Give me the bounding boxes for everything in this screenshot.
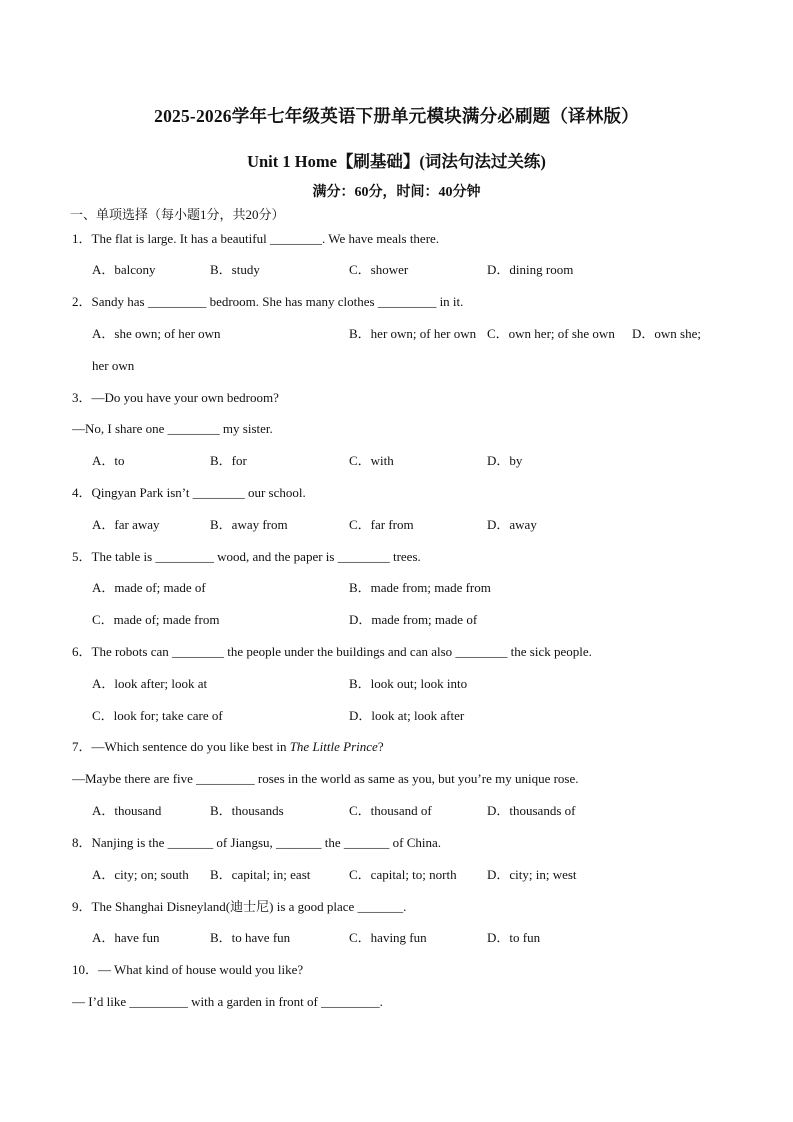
question-3-stem-reply: —No, I share one ________ my sister.: [72, 421, 273, 436]
q4-option-d: D．away: [487, 517, 537, 532]
q6-option-b: B．look out; look into: [349, 676, 468, 691]
q5-option-c: C．made of; made from: [92, 612, 220, 627]
q6-option-c: C．look for; take care of: [92, 708, 223, 723]
unit-subtitle: Unit 1 Home【刷基础】(词法句法过关练): [247, 152, 546, 171]
q8-option-d: D．city; in; west: [487, 867, 577, 882]
q9-option-b: B．to have fun: [210, 930, 291, 945]
q7-stem-post: ?: [377, 739, 384, 754]
q3-option-a: A．to: [92, 453, 125, 468]
question-8-stem: 8．Nanjing is the _______ of Jiangsu, _______ the _______ of China.: [72, 835, 442, 850]
q7-book-title: The Little Prince: [289, 739, 378, 754]
q3-option-b: B．for: [210, 453, 247, 468]
question-9-stem: 9．The Shanghai Disneyland(迪士尼) is a good place _______.: [72, 899, 407, 914]
question-10-stem-reply: — I’d like _________ with a garden in front of _________.: [72, 994, 383, 1009]
worksheet-title: 2025-2026学年七年级英语下册单元模块满分必刷题（译林版）: [154, 106, 639, 126]
q2-option-c: C．own her; of she own: [487, 326, 615, 341]
question-6-stem: 6．The robots can ________ the people under the buildings and can also ________ the sick people.: [72, 644, 592, 659]
question-7-stem: [72, 739, 384, 755]
q5-option-a: A．made of; made of: [92, 580, 206, 595]
q7-option-a: A．thousand: [92, 803, 162, 818]
q6-option-d: D．look at; look after: [349, 708, 465, 723]
q1-option-c: C．shower: [349, 262, 409, 277]
score-time-info: 满分：60分，时间：40分钟: [312, 185, 481, 200]
question-3-stem: 3．—Do you have your own bedroom?: [72, 390, 279, 405]
q7-option-d: D．thousands of: [487, 803, 576, 818]
q1-option-d: D．dining room: [487, 262, 574, 277]
q5-option-b: B．made from; made from: [349, 580, 491, 595]
q1-option-a: A．balcony: [92, 262, 156, 277]
q8-option-b: B．capital; in; east: [210, 867, 311, 882]
q3-option-d: D．by: [487, 453, 523, 468]
q1-option-b: B．study: [210, 262, 260, 277]
q4-option-b: B．away from: [210, 517, 288, 532]
question-7-stem-reply: —Maybe there are five _________ roses in the world as same as you, but you’re my unique rose.: [72, 771, 579, 786]
question-2-stem: 2．Sandy has _________ bedroom. She has many clothes _________ in it.: [72, 294, 464, 309]
q7-stem-pre: 7．—Which sentence do you like best in: [72, 739, 290, 754]
q8-option-a: A．city; on; south: [92, 867, 189, 882]
q9-option-c: C．having fun: [349, 930, 427, 945]
q2-option-b: B．her own; of her own: [349, 326, 477, 341]
q9-option-a: A．have fun: [92, 930, 160, 945]
q9-option-d: D．to fun: [487, 930, 541, 945]
section-heading: 一、单项选择（每小题1分，共20分）: [70, 207, 285, 222]
q4-option-c: C．far from: [349, 517, 414, 532]
q7-option-b: B．thousands: [210, 803, 284, 818]
q2-option-a: A．she own; of her own: [92, 326, 221, 341]
q7-option-c: C．thousand of: [349, 803, 432, 818]
q3-option-c: C．with: [349, 453, 394, 468]
q4-option-a: A．far away: [92, 517, 160, 532]
q6-option-a: A．look after; look at: [92, 676, 208, 691]
q2-option-d-wrap: her own: [92, 358, 135, 373]
question-4-stem: 4．Qingyan Park isn’t ________ our school.: [72, 485, 306, 500]
question-5-stem: 5．The table is _________ wood, and the paper is ________ trees.: [72, 549, 421, 564]
q5-option-d: D．made from; made of: [349, 612, 478, 627]
q2-option-d: D．own she;: [632, 326, 701, 341]
question-10-stem: 10．— What kind of house would you like?: [72, 962, 304, 977]
question-1-stem: 1．The flat is large. It has a beautiful ________. We have meals there.: [72, 231, 440, 246]
q8-option-c: C．capital; to; north: [349, 867, 457, 882]
